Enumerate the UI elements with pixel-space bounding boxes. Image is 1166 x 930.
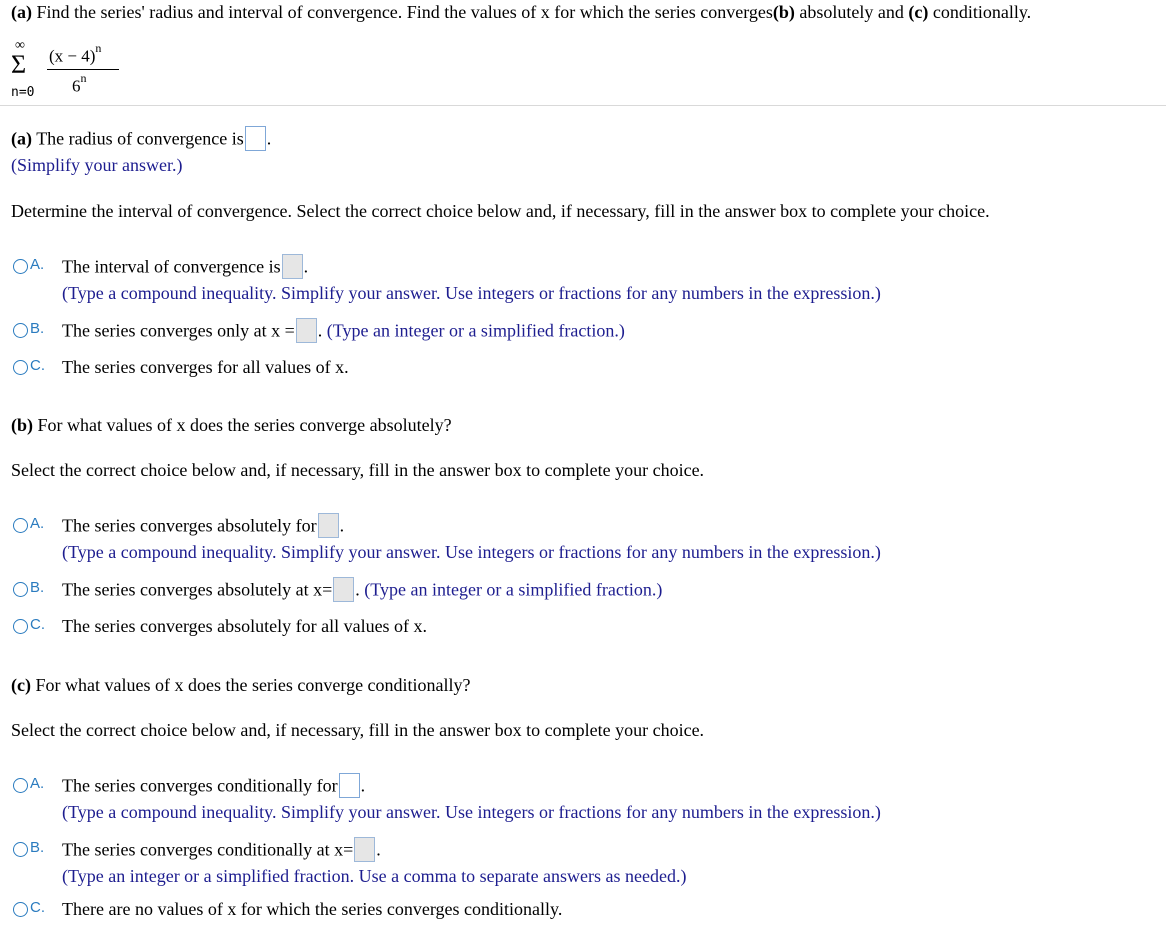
- radio-c-c[interactable]: [13, 902, 28, 917]
- radio-b-b[interactable]: [13, 582, 28, 597]
- header-text-2: absolutely and: [799, 2, 904, 22]
- sigma-upper-limit: ∞: [15, 38, 25, 53]
- radius-answer-box[interactable]: [245, 126, 266, 151]
- radio-c-a[interactable]: [13, 778, 28, 793]
- radio-c-b[interactable]: [13, 842, 28, 857]
- part-b-instruction: Select the correct choice below and, if necessary, fill in the answer box to complete your choice.: [11, 460, 705, 480]
- absolute-at-box[interactable]: [333, 577, 354, 602]
- radio-a-b[interactable]: [13, 323, 28, 338]
- converges-at-answer-box[interactable]: [296, 318, 317, 343]
- header-text: Find the series' radius and interval of convergence. Find the values of x for which the series converges: [36, 2, 773, 22]
- sigma-lower-limit: n=0: [11, 85, 35, 100]
- absolute-interval-box[interactable]: [318, 513, 339, 538]
- part-c-question: (c) For what values of x does the series converge conditionally?: [11, 675, 471, 695]
- part-a-label: (a): [11, 128, 32, 149]
- radio-b-c[interactable]: [13, 619, 28, 634]
- radio-a-a[interactable]: [13, 259, 28, 274]
- radius-text: The radius of convergence is: [36, 128, 244, 149]
- conditional-at-box[interactable]: [354, 837, 375, 862]
- question-header: [11, 2, 1031, 23]
- part-a-tag: (a): [11, 2, 32, 22]
- numerator: $(x - 4)^n$: [49, 41, 102, 66]
- denominator: 6$^n$: [72, 71, 87, 96]
- interval-answer-box[interactable]: [282, 254, 303, 279]
- fraction-bar: [47, 69, 119, 70]
- part-c-tag: (c): [908, 2, 929, 22]
- conditional-interval-box[interactable]: [339, 773, 360, 798]
- radio-a-c[interactable]: [13, 360, 28, 375]
- part-b-tag: (b): [772, 2, 795, 22]
- header-text-3: conditionally.: [932, 2, 1032, 22]
- interval-instruction: Determine the interval of convergence. Select the correct choice below and, if necessary, fill in the answer box to complete your choice.: [11, 201, 990, 221]
- part-b-question: (b) For what values of x does the series converge absolutely?: [11, 415, 452, 435]
- radius-hint: (Simplify your answer.): [11, 155, 183, 175]
- radio-b-a[interactable]: [13, 518, 28, 533]
- part-c-instruction: Select the correct choice below and, if necessary, fill in the answer box to complete your choice.: [11, 720, 705, 740]
- divider: [0, 105, 1166, 106]
- radius-row: (a) The radius of convergence is .: [11, 128, 271, 153]
- sigma-symbol: Σ: [11, 50, 27, 79]
